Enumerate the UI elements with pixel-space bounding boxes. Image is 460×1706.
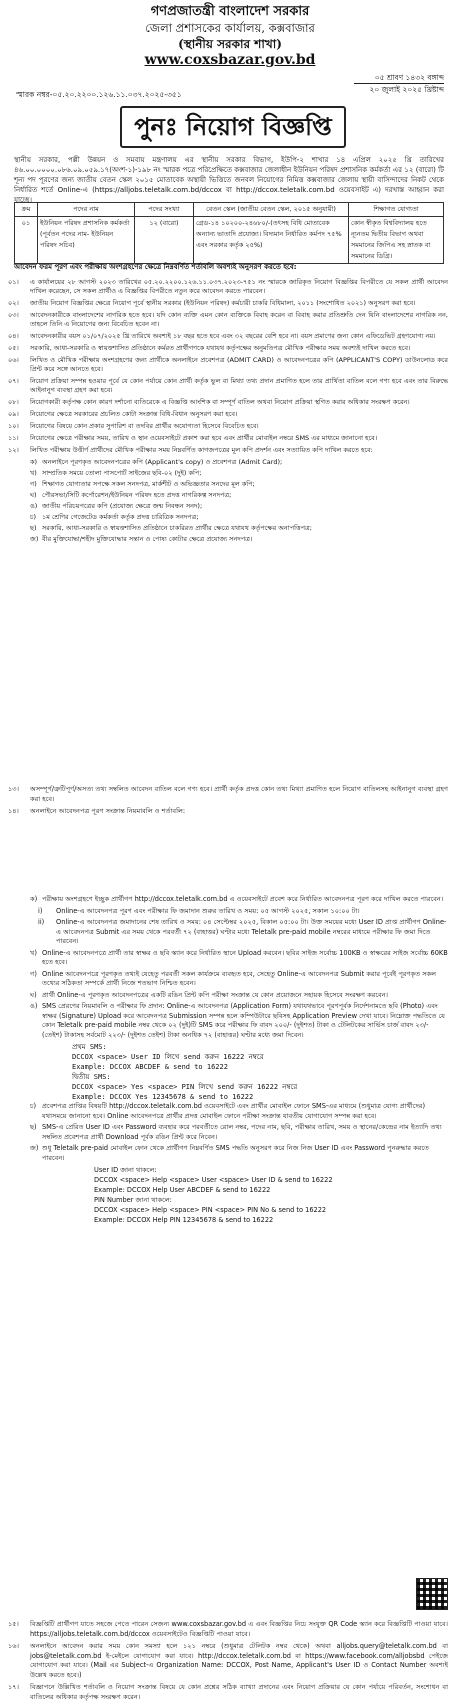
cell-count: ১২ (বারো) (135, 217, 194, 264)
condition-text: আবেদনকারীর বয়স ০১/০৭/২০২৫ খ্রি তারিখে অবশ্যই ১৮ বছর হতে হবে এবং ৩২ বছরের বেশি হবে না। বয়স প্রমাণের জন্য কোন এফিডেভিট গ্রহণযোগ্য নয়। (30, 332, 436, 340)
online-item (8, 949, 448, 968)
online-text: প্রার্থী Online-এ পূরণকৃত আবেদনপত্রের একটি রঙিন প্রিন্ট কপি পরীক্ষা সংক্রান্ত যে কোন প্রয়োজনে সহায়ক হিসেবে সংরক্ষণ করবেন। (42, 990, 388, 999)
document-mark: ঙ) (30, 502, 38, 510)
admit-mark: চ) (30, 1102, 37, 1110)
document-item (8, 502, 448, 511)
table-row (15, 217, 444, 264)
qr-code-icon[interactable] (416, 1578, 448, 1610)
condition-text: অসম্পূর্ণ/ত্রুটিপূর্ণ/অসত্য তথ্য সম্বলিত আবেদন বাতিল বলে গণ্য হবে। প্রার্থী কর্তৃক প্রদত্ত কোন তথ্য মিথ্যা প্রমাণিত হলে নিয়োগ বাতিলসহ আইনানুগ ব্যবস্থা গ্রহণ করা হবে। (30, 785, 448, 803)
admit-item (8, 1144, 448, 1163)
online-mark: খ) (30, 948, 37, 957)
document-mark: খ) (30, 469, 37, 477)
condition-text: লিখিত ও মৌখিক পরীক্ষায় অংশগ্রহণের জন্য প্রার্থীকে অনলাইনে প্রবেশপত্র (ADMIT CARD) ও আবেদনপত্রের কপি (APPLICANT'S COPY) ডাউনলোড করে প্রিন্ট করে সঙ্গে আনতে হবে। (30, 356, 448, 373)
header-scale: বেতন স্কেল (জাতীয় বেতন স্কেল, ২০১৫ অনুযায়ী) (194, 203, 349, 217)
branch-name: (স্থানীয় সরকার শাখা) (178, 37, 282, 51)
admit-item (8, 1123, 448, 1142)
notice-banner (120, 106, 346, 148)
table-header-row (15, 203, 444, 217)
condition-text: জাতীয় নিয়োগ বিজ্ঞপ্তির ক্ষেত্রে নিয়োগ পূর্বে স্থানীয় সরকার (ইউনিয়ন পরিষদ) কর্মচারী চাকরি বিধিমালা, ২০১১ (সংশোধিত ২০২১) অনুসরণ করা হবে। (30, 299, 416, 307)
admit-text: প্রবেশপত্র প্রাপ্তির বিষয়টি http://dccox.teletalk.com.bd ওয়েবসাইটে এবং প্রার্থীর মোবাইল ফোনে SMS-এর মাধ্যমে (শুধুমাত্র যোগ্য প্রার্থীদের) যথাসময়ে জানানো হবে। Online আবেদনপত্রে প্রার্থীর প্রদত্ত মোবাইল ফোনে পরীক্ষা সংক্রান্ত যাবতীয় যোগাযোগ সম্পন্ন করা হবে। (42, 1102, 426, 1120)
online-item (8, 895, 448, 905)
document-text: সাম্প্রতিক সময়ে তোলা পাসপোর্ট সাইজের ছবি-০২ (দুই) কপি; (42, 469, 202, 477)
online-mark: গ) (30, 969, 37, 978)
posts-table (14, 202, 444, 264)
condition-item (8, 278, 448, 296)
sms-second-label: দ্বিতীয় SMS: (72, 1073, 111, 1081)
online-item (8, 1002, 448, 1040)
online-application-section (8, 895, 448, 1225)
online-item (8, 970, 448, 989)
document-item (8, 513, 448, 522)
condition-item (8, 434, 448, 443)
condition-item (8, 398, 448, 407)
condition-item (8, 1642, 448, 1680)
website-link[interactable]: www.coxsbazar.gov.bd (144, 52, 316, 68)
document-text: অনলাইনে পূরণকৃত আবেদনপত্রের কপি (Applicant's copy) ও প্রবেশপত্র (Admit Card); (42, 458, 283, 466)
document-mark: ছ) (30, 524, 37, 532)
condition-item (8, 410, 448, 419)
condition-text: নিয়োগের ক্ষেত্রে পরীক্ষার সময়, তারিখ ও স্থান ওয়েবসাইটে প্রকাশ করা হবে এবং প্রার্থীর মোবাইল নম্বরে SMS এর মাধ্যমে জানানো হবে। (30, 434, 378, 442)
document-mark: গ) (30, 480, 37, 488)
condition-number: ০৯। (8, 410, 19, 418)
admit-text: SMS-এ প্রেরিত User ID এবং Password ব্যবহার করে পরবর্তীতে রোল নম্বর, পদের নাম, ছবি, পরীক্ষার তারিখ, সময় ও স্থানের/কেন্দ্রের নাম ইত্যাদি তথ্য সম্বলিত প্রবেশপত্র প্রার্থী Download পূর্বক রঙিন প্রিন্ট করে নিবেন। (42, 1123, 442, 1141)
condition-item (8, 422, 448, 431)
condition-number: ১৫। (8, 1620, 19, 1628)
condition-number: ০৩। (8, 311, 19, 319)
condition-number: ১০। (8, 422, 19, 430)
condition-item (8, 446, 448, 455)
recovery-uid-example: Example: DCCOX Help User ABCDEF & send to 16222 (94, 1186, 271, 1194)
condition-item (8, 344, 448, 353)
online-text: পরীক্ষায় অংশগ্রহণে ইচ্ছুক প্রার্থীগণ http://dccox.teletalk.com.bd এ ওয়েবসাইটে প্রবেশ করে নির্ধারিত আবেদনপত্র পূরণ করে দাখিল করতে পারবেন। (42, 895, 444, 903)
online-mark: ii) (38, 918, 45, 926)
document-mark: ক) (30, 458, 38, 466)
online-item (8, 918, 448, 947)
date-english: ২০ জুলাই ২০২৫ খ্রিষ্টাব্দ (369, 85, 444, 94)
sms-second-format: DCCOX <space> Yes <space> PIN লিখে send করুন 16222 নম্বরে (72, 1083, 298, 1091)
online-item (8, 991, 448, 1001)
document-mark: ঘ) (30, 491, 37, 499)
online-mark: i) (38, 906, 43, 915)
condition-text: লিখিত পরীক্ষায় উত্তীর্ণ প্রার্থীদের মৌখিক পরীক্ষার সময় নিম্নবর্ণিত কাগজপত্রের মূল কপি প্রদর্শন এবং সত্যায়িত কপি দাখিল করতে হবে: (30, 446, 373, 454)
condition-number: ০১। (8, 278, 19, 286)
condition-text: সরকারি, আধা-সরকারি ও স্বায়ত্তশাসিত প্রতিষ্ঠানে কর্মরত প্রার্থীগণকে যথাযথ কর্তৃপক্ষের অনুমতিপত্র মৌখিক পরীক্ষার সময় অবশ্যই দাখিল করতে হবে। (30, 344, 411, 352)
document-text: জাতীয় পরিচয়পত্রের কপি (প্রযোজ্য ক্ষেত্রে জন্ম নিবন্ধন সনদ); (42, 502, 203, 510)
condition-text: নিয়োগের ক্ষেত্রে সরকারের প্রচলিত কোটা সংক্রান্ত বিধি-বিধান অনুসরণ করা হবে। (30, 410, 238, 418)
condition-number: ০৮। (8, 398, 19, 406)
intro-paragraph: স্থানীয় সরকার, পল্লী উন্নয়ন ও সমবায় মন্ত্রণালয় এর স্থানীয় সরকার বিভাগ, ইউপি-২ শাখার ১৪ এপ্রিল ২০২৫ খ্রি তারিখের ৪৬.০০.০০০০.০৮৬.০৯.০৫৯.১৭(অংশ-১)-১৯৮ নং স্মারক পত্রে পরিপ্রেক্ষিতে কক্সবাজার জেলাধীন ইউনিয়ন পরিষদ প্রশাসনিক কর্মকর্তা এর ১২ (বারো) টি শূন্য পদ পূরণের জন্য জাতীয় বেতন স্কেল ২০১৫ মোতাবেক অস্থায়ী ভিত্তিতে জনবল নিয়োগের নিমিত্ত কক্সবাজার জেলায় স্থায়ী বাসিন্দাদের নিকট থেকে নির্ধারিত শর্তে Online-এ (https://alljobs.teletalk.com.bd/dccox বা http://dccox.teletalk.com.bd ওয়েবসাইট এ) দরখাস্ত আহ্বান করা যাচ্ছে। (14, 156, 444, 204)
document-item (8, 524, 448, 533)
document-item (8, 491, 448, 500)
date-bangla: ০৫ শ্রাবণ ১৪৩২ বঙ্গাব্দ (374, 73, 444, 82)
condition-text: নিয়োগকারী কর্তৃপক্ষ কোন কারণ দর্শানো ব্যতিরেকে এ বিজ্ঞপ্তি আংশিক বা সম্পূর্ণ বাতিল অথবা নিয়োগ প্রক্রিয়া স্থগিত করার অধিকার সংরক্ষণ করেন। (30, 398, 410, 406)
final-section (8, 1620, 448, 1705)
document-text: শিক্ষাগত যোগ্যতার সপক্ষে সকল সনদপত্র, মার্কশীট ও অভিজ্ঞতার সনদের মূল কপি; (42, 480, 255, 488)
recovery-uid-format: DCCOX <space> Help <space> User <space> User ID & send to 16222 (94, 1176, 333, 1184)
condition-item (8, 377, 448, 395)
online-text: Online-এ আবেদনপত্র পূরণ এবং পরীক্ষার ফি জমাদান শুরুর তারিখ ও সময়: ০৫ আগস্ট ২০২৫, সকাল ১০:০০ টা। (56, 906, 360, 915)
recovery-uid-title: User ID জানা থাকলে: (94, 1166, 157, 1174)
condition-item (8, 1683, 448, 1702)
condition-item (8, 332, 448, 341)
condition-number: ১৭। (8, 1683, 19, 1691)
condition-item (8, 785, 448, 804)
admit-text: শুধু Teletalk pre-paid মোবাইল ফোন থেকে প্রার্থীগণ নিম্নবর্ণিত SMS পদ্ধতি অনুসরণ করে নিজ নিজ User ID এবং Password পুনরুদ্ধার করতে পারবেন। (42, 1144, 429, 1162)
document-text: পৌরসভা/সিটি কর্পোরেশন/ইউনিয়ন পরিষদ হতে প্রদত্ত নাগরিকত্ব সনদপত্র; (42, 491, 232, 499)
condition-text: বিজ্ঞাপনে উল্লিখিত শর্তাবলি ও নিয়োগ সংক্রান্ত বিষয়ে যে কোন প্রশ্নের সঠিক ব্যাখ্যা প্রদানের এবং নিয়োগ প্রক্রিয়ার যে কোন পর্যায়ে পরিবর্তন, সংশোধন বা বাতিলের অধিকার কর্তৃপক্ষ সংরক্ষণ করেন। (30, 1683, 448, 1701)
document-item (8, 458, 448, 467)
recovery-pin-format: DCCOX <space> Help <space> PIN <space> PIN No & send to 16222 (94, 1206, 327, 1214)
condition-text: আবেদনকারীকে বাংলাদেশের নাগরিক হতে হবে। যদি কোন ব্যক্তি এমন কোন ব্যক্তিকে বিবাহ করেন বা বিবাহ করার প্রতিশ্রুতি দেন যিনি বাংলাদেশের নাগরিক নন, তাহলে তিনি এ নিয়োগের জন্য বিবেচিত হবেন না। (30, 311, 448, 328)
sms-first-example: Example: DCCOX ABCDEF & send to 16222 (72, 1063, 228, 1071)
document-mark: জ) (30, 535, 39, 543)
condition-number: ০২। (8, 299, 19, 307)
cell-scale: গ্রেড-১৪ ১০২০০-২৪৬৮০/-(তৎসহ বিধি মোতাবেক অন্যান্য ভাতাদি প্রযোজ্য। বিদ্যমান নির্ধারিত কর্মপদ ৭৫% এবং সরকার কর্তৃক ২৫%) (194, 217, 349, 264)
condition-text: এ কার্যালয়ের ২৮ আগস্ট ২০২৩ তারিখের ০৫.২০.২২০০.১২৬.১১.০৩৭.২০২৩-৭৫১ নং স্মারকে জারিকৃত নিয়োগ বিজ্ঞপ্তির বিপরীতে যে সকল প্রার্থী আবেদন দাখিল করেছেন, সে সকল প্রার্থীও এ বিজ্ঞপ্তির বিপরীতে নতুন করে আবেদন করতে পারবেন। (30, 278, 448, 295)
condition-item (8, 311, 448, 329)
notice-title: পুনঃ নিয়োগ বিজ্ঞপ্তি (134, 112, 332, 141)
date-divider (354, 83, 444, 84)
online-text: Online আবেদনপত্রে পূরণকৃত তথ্যই যেহেতু পরবর্তী সকল কার্যক্রমে ব্যবহৃত হবে, সেহেতু Online-এ আবেদনপত্র Submit করার পূর্বেই পূরণকৃত সকল তথ্যের সঠিকতা সম্পর্কে প্রার্থী নিজে শতভাগ নিশ্চিত হবেন। (42, 969, 437, 987)
online-item (8, 907, 448, 917)
header-qualification: শিক্ষাগত যোগ্যতা (349, 203, 444, 217)
condition-text: নিয়োগ প্রক্রিয়া সম্পন্ন হওয়ার পূর্বে যে কোন পর্যায়ে কোন প্রার্থী কর্তৃক ভুল বা মিথ্যা তথ্য প্রদান প্রমাণিত হলে তার প্রার্থিতা বাতিল বলে গণ্য হবে এবং তার বিরুদ্ধে আইনানুগ ব্যবস্থা গ্রহণ করা হবে। (30, 377, 448, 394)
document-item (8, 535, 448, 544)
document-item (8, 480, 448, 489)
condition-number: ০৪। (8, 332, 19, 340)
online-text: Online-এ আবেদনপত্র জমাদানের শেষ তারিখ ও সময়: ০৪ সেপ্টেম্বর ২০২৫, বিকাল ০৫:০০ টা। উক্ত সময়ের মধ্যে User ID প্রাপ্ত প্রার্থীগণ Online-এ আবেদনপত্র Submit এর সময় থেকে পরবর্তী ৭২ (বাহাত্তর) ঘণ্টার মধ্যে Teletalk pre-paid mobile নম্বরের মাধ্যমে পরীক্ষার ফি জমা দিতে পারবেন। (56, 918, 447, 945)
online-mark: ঘ) (30, 990, 37, 999)
condition-item (8, 807, 448, 817)
conditions-list (8, 278, 448, 546)
condition-number: ১১। (8, 434, 19, 442)
admit-mark: ছ) (30, 1123, 37, 1131)
cell-qualification: কোন স্বীকৃত বিশ্ববিদ্যালয় হতে ন্যূনতম দ্বিতীয় বিভাগ অথবা সমমানের জিপিএ সহ স্নাতক বা সমমানের ডিগ্রি। (349, 217, 444, 264)
recovery-pin-title: PIN Number জানা থাকলে: (94, 1196, 172, 1204)
document-text: সরকারি, আধা-সরকারি ও স্বায়ত্তশাসিত প্রতিষ্ঠানে চাকরিরত প্রার্থীর ক্ষেত্রে যথাযথ কর্তৃপক্ষের অনাপত্তিপত্র; (42, 524, 312, 532)
condition-text: অনলাইনে আবেদন করার সময় কোন সমস্যা হলে ১২১ নম্বরে (শুধুমাত্র টেলিটক নম্বর থেকে) অথবা alljobs.query@teletalk.com.bd বা jobs@teletalk.com.bd ই-মেইলে যোগাযোগ করা যাবে। http://dccox.teletalk.com.bd বা https://www.facebook.com/alljobsbd পেইজে যোগাযোগ করা যাবে। (Mail এর Subject-এ Organization Name: DCCOX, Post Name, Applicant's User ID ও Contact Number অবশ্যই উল্লেখ করতে হবে।) (30, 1642, 448, 1679)
government-title: গণপ্রজাতন্ত্রী বাংলাদেশ সরকার (150, 4, 310, 19)
online-text: Online-এ আবেদনপত্রে প্রার্থী তার স্বাক্ষর ও ছবি স্ক্যান করে নির্ধারিত স্থানে Upload করবেন। ছবির সাইজ সর্বোচ্চ 100KB ও স্বাক্ষরের সাইজ সর্বোচ্চ 60KB হতে হবে। (42, 948, 448, 966)
document-text: বীর মুক্তিযোদ্ধা/শহীদ মুক্তিযোদ্ধার সন্তান ও পোষ্য কোটার ক্ষেত্রে প্রযোজ্য সনদপত্র। (42, 535, 253, 543)
condition-item (8, 356, 448, 374)
condition-number: ১৩। (8, 785, 19, 793)
condition-text: বিজ্ঞপ্তিটি প্রার্থীগণ যাতে সহজে পেতে পারেন সেজন্য www.coxsbazar.gov.bd এ এবং বিজ্ঞপ্তির নিচে সংযুক্ত QR Code স্ক্যান করে বিজ্ঞপ্তিটি পাওয়া যাবে। https://alljobs.teletalk.com.bd/dccox ওয়েবসাইটেও বিজ্ঞপ্তিটি পাওয়া যাবে। (30, 1620, 448, 1638)
sms-first-label: প্রথম SMS: (72, 1043, 107, 1051)
cell-post: ইউনিয়ন পরিষদ প্রশাসনিক কর্মকর্তা (পূর্বতন পদের নাম- ইউনিয়ন পরিষদ সচিব) (38, 217, 135, 264)
reference-row (0, 71, 460, 101)
document-text: ১ম শ্রেণির গেজেটেড কর্মকর্তা কর্তৃক প্রদত্ত চারিত্রিক সনদপত্র; (42, 513, 199, 521)
office-name: জেলা প্রশাসকের কার্যালয়, কক্সবাজার (145, 21, 315, 35)
sms-second-example: Example: DCCOX Yes 12345678 & send to 16222 (72, 1093, 254, 1101)
condition-number: ০৭। (8, 377, 19, 385)
condition-number: ১২। (8, 446, 19, 454)
condition-text: নিয়োগের বিষয়ে কোন প্রকার সুপারিশ বা তদবির প্রার্থীর অযোগ্যতা হিসেবে বিবেচিত হবে। (30, 422, 259, 430)
condition-number: ০৬। (8, 356, 19, 364)
recovery-pin-example: Example: DCCOX Help PIN 12345678 & send to 16222 (94, 1216, 274, 1224)
header-post: পদের নাম (38, 203, 135, 217)
document-mark: চ) (30, 513, 37, 521)
cell-sl: ০১ (15, 217, 38, 264)
header-sl: ক্রম (15, 203, 38, 217)
sms-first-format: DCCOX <space> User ID লিখে send করুন 16222 নম্বরে (72, 1053, 264, 1061)
condition-item (8, 299, 448, 308)
condition-number: ১৪। (8, 807, 19, 815)
document-item (8, 469, 448, 478)
online-mark: ক) (30, 895, 38, 903)
condition-item (8, 1620, 448, 1639)
post-documents-section (8, 785, 448, 820)
online-mark: ঙ) (30, 1002, 38, 1010)
online-text: SMS প্রেরণের নিয়মাবলি ও পরীক্ষার ফি প্রদান: Online-এ আবেদনপত্র (Application Form) যথাযথভাবে পূরণপূর্বক নির্দেশনামতে ছবি (Photo) এবং স্বাক্ষর (Signature) Upload করে আবেদনপত্র Submission সম্পন্ন হলে কম্পিউটারে ছবিসহ Application Preview দেখা যাবে। নিম্নোক্ত পদ্ধতিতে যে কোন Teletalk pre-paid mobile নম্বর থেকে ০২ (দুই)টি SMS করে পরীক্ষার ফি বাবদ ২০০/- (দুইশত) টাকা ও টেলিটকের সার্ভিস চার্জ বাবদ ২৩/- (তেইশ) টাকাসহ সর্বমোট ২২৩/- (দুইশত তেইশ) টাকা অনধিক ৭২ (বাহাত্তর) ঘণ্টার মধ্যে জমা দিবেন। (42, 1002, 445, 1039)
memo-number: স্মারক নম্বর-০৫.২০.২২০০.১২৬.১১.০৩৭.২০২৫-৩৫১ (16, 90, 182, 99)
conditions-title: আবেদন ফরম পূরণ এবং পরীক্ষায় অংশগ্রহণের ক্ষেত্রে নিম্নবর্ণিত শর্তাবলি অবশ্যই অনুসরণ করতে হবে: (14, 263, 297, 271)
admit-item (8, 1102, 448, 1121)
condition-number: ০৫। (8, 344, 19, 352)
letterhead (0, 0, 460, 69)
condition-number: ১৬। (8, 1642, 19, 1650)
header-count: পদের সংখ্যা (135, 203, 194, 217)
condition-text: অনলাইনে আবেদনপত্র পূরণ সংক্রান্ত নিয়মাবলি ও শর্তাবলি: (30, 807, 186, 815)
admit-mark: জ) (30, 1144, 39, 1152)
